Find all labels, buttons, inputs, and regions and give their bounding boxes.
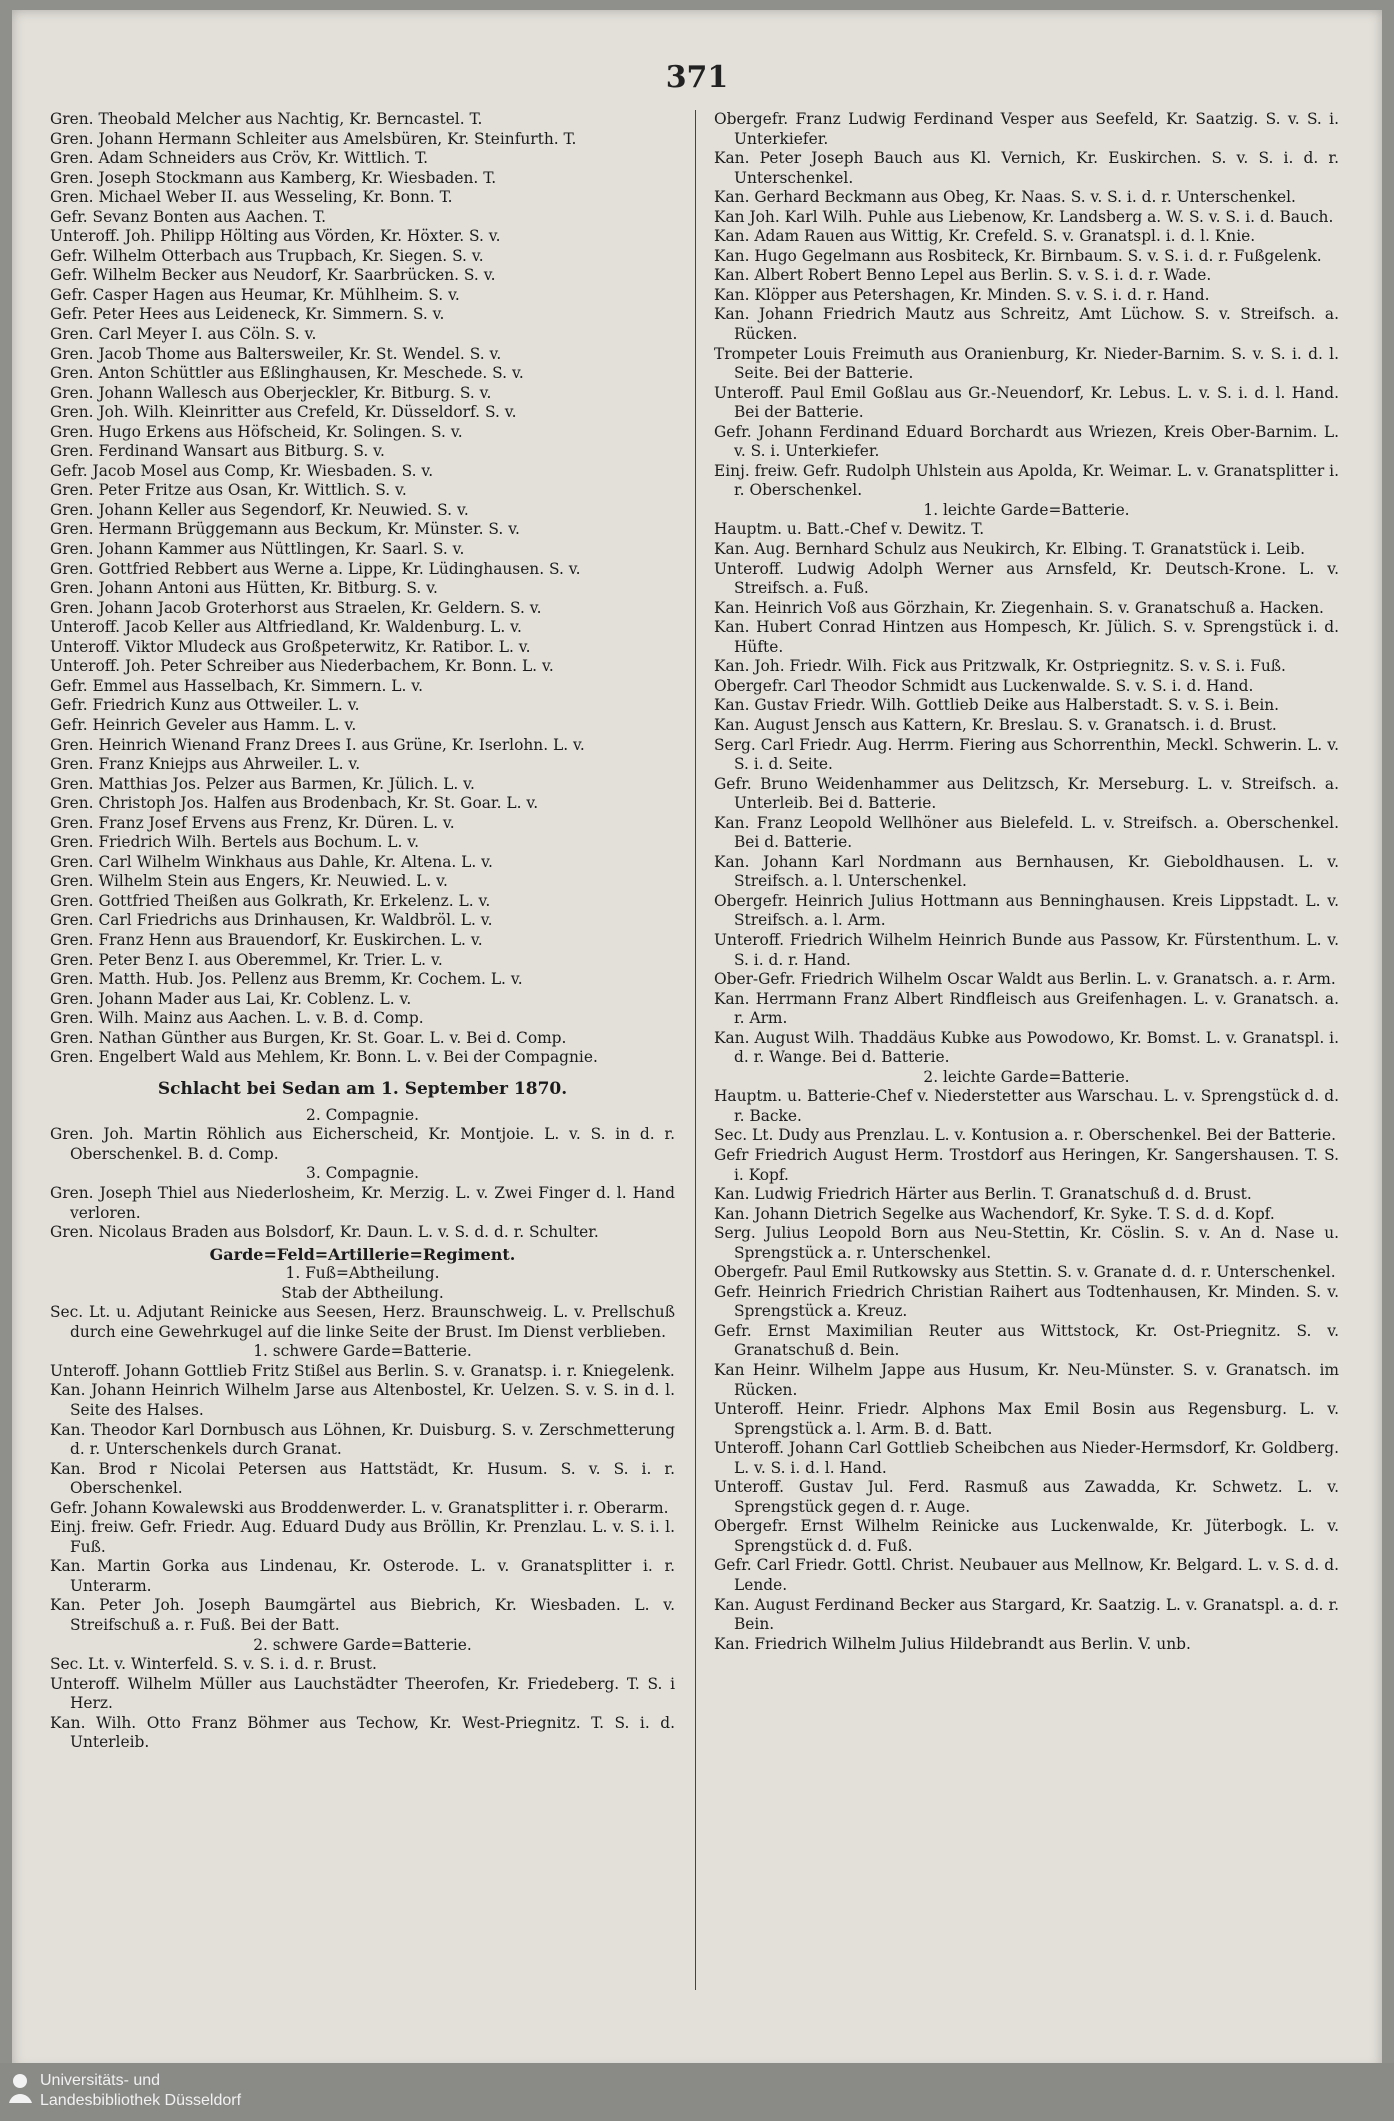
list-item: Kan. Wilh. Otto Franz Böhmer aus Techow, Kr. West-Priegnitz. T. S. i. d. Unterleib. (50, 1713, 675, 1752)
list-item: Kan Heinr. Wilhelm Jappe aus Husum, Kr. Neu-Münster. S. v. Granatsch. im Rücken. (714, 1361, 1339, 1399)
list-item: Kan. Theodor Karl Dornbusch aus Löhnen, Kr. Duisburg. S. v. Zerschmetterung d. r. Unterschenkels durch Granat. (50, 1420, 675, 1459)
list-item: Unteroff. Jacob Keller aus Altfriedland, Kr. Waldenburg. L. v. (50, 618, 522, 637)
list-item: Hauptm. u. Batt.-Chef v. Dewitz. T. (714, 520, 985, 539)
list-item: Gefr. Sevanz Bonten aus Aachen. T. (50, 207, 326, 226)
list-item: Gren. Franz Kniejps aus Ahrweiler. L. v. (50, 755, 361, 774)
list-item: Gren. Johann Wallesch aus Oberjeckler, Kr. Bitburg. S. v. (50, 383, 492, 402)
list-item: Kan. Klöpper aus Petershagen, Kr. Minden. S. v. S. i. d. r. Hand. (714, 285, 1210, 304)
list-item: Gren. Anton Schüttler aus Eßlinghausen, Kr. Meschede. S. v. (50, 364, 524, 383)
list-item: Ober-Gefr. Friedrich Wilhelm Oscar Waldt aus Berlin. L. v. Granatsch. a. r. Arm. (714, 970, 1336, 989)
list-item: Obergefr. Carl Theodor Schmidt aus Luckenwalde. S. v. S. i. d. Hand. (714, 676, 1254, 695)
list-item: Gren. Jacob Thome aus Baltersweiler, Kr. St. Wendel. S. v. (50, 344, 502, 363)
list-item: Hauptm. u. Batterie-Chef v. Niederstetter aus Warschau. L. v. Sprengstück d. d. r. Backe. (714, 1087, 1339, 1125)
list-item: Unteroff. Friedrich Wilhelm Heinrich Bunde aus Passow, Kr. Fürstenthum. L. v. S. i. d. r. Hand. (714, 930, 1339, 969)
list-item: Serg. Carl Friedr. Aug. Herrm. Fiering aus Schorrenthin, Meckl. Schwerin. L. v. S. i. d. Seite. (714, 735, 1339, 774)
list-item: Trompeter Louis Freimuth aus Oranienburg, Kr. Nieder-Barnim. S. v. S. i. d. l. Seite. Bei der Batterie. (714, 344, 1339, 383)
list-item: Kan. Peter Joseph Bauch aus Kl. Vernich, Kr. Euskirchen. S. v. S. i. d. r. Unterschenkel. (714, 149, 1339, 187)
list-item: Gren. Hugo Erkens aus Höfscheid, Kr. Solingen. S. v. (50, 422, 463, 441)
list-item: Kan. Hugo Gegelmann aus Rosbiteck, Kr. Birnbaum. S. v. S. i. d. r. Fußgelenk. (714, 246, 1322, 265)
list-item: Gren. Carl Friedrichs aus Drinhausen, Kr. Waldbröl. L. v. (50, 911, 493, 930)
list-item: Gefr. Peter Hees aus Leideneck, Kr. Simmern. S. v. (50, 305, 445, 324)
list-item: Gren. Johann Antoni aus Hütten, Kr. Bitburg. S. v. (50, 579, 438, 598)
list-item: Gefr. Emmel aus Hasselbach, Kr. Simmern. L. v. (50, 676, 424, 695)
list-item: Gren. Johann Kammer aus Nüttlingen, Kr. Saarl. S. v. (50, 540, 465, 559)
list-item: Gefr. Casper Hagen aus Heumar, Kr. Mühlheim. S. v. (50, 285, 460, 304)
list-item: Kan. Adam Rauen aus Wittig, Kr. Crefeld. S. v. Granatspl. i. d. l. Knie. (714, 227, 1256, 246)
list-item: Gefr. Jacob Mosel aus Comp, Kr. Wiesbaden. S. v. (50, 461, 434, 480)
list-item: Gefr. Ernst Maximilian Reuter aus Wittstock, Kr. Ost-Priegnitz. S. v. Granatschuß d. Bein. (714, 1321, 1339, 1360)
list-item: Gefr. Heinrich Friedrich Christian Raihert aus Todtenhausen, Kr. Minden. S. v. Sprengstück a. Kreuz. (714, 1282, 1339, 1321)
section-heading: 1. leichte Garde=Batterie. (923, 500, 1130, 519)
list-item: Unteroff. Paul Emil Goßlau aus Gr.-Neuendorf, Kr. Lebus. L. v. S. i. d. l. Hand. Bei der Batterie. (714, 383, 1339, 422)
list-item: Gren. Peter Fritze aus Osan, Kr. Wittlich. S. v. (50, 481, 407, 500)
list-item: Gren. Hermann Brüggemann aus Beckum, Kr. Münster. S. v. (50, 520, 520, 539)
list-item: Gefr. Bruno Weidenhammer aus Delitzsch, Kr. Merseburg. L. v. Streifsch. a. Unterleib. Bei d. Batterie. (714, 774, 1339, 813)
list-item: Kan. August Wilh. Thaddäus Kubke aus Powodowo, Kr. Bomst. L. v. Granatspl. i. d. r. Wange. Bei d. Batterie. (714, 1028, 1339, 1067)
list-item: Gren. Franz Josef Ervens aus Frenz, Kr. Düren. L. v. (50, 813, 455, 832)
list-item: Kan. Gerhard Beckmann aus Obeg, Kr. Naas. S. v. S. i. d. r. Unterschenkel. (714, 188, 1296, 207)
list-item: Unteroff. Wilhelm Müller aus Lauchstädter Theerofen, Kr. Friedeberg. T. S. i Herz. (50, 1674, 675, 1713)
list-item: Gren. Heinrich Wienand Franz Drees I. aus Grüne, Kr. Iserlohn. L. v. (50, 735, 585, 754)
page-number: 371 (665, 60, 729, 95)
list-item: Kan. Joh. Friedr. Wilh. Fick aus Pritzwalk, Kr. Ostpriegnitz. S. v. S. i. Fuß. (714, 657, 1286, 676)
list-item: Unteroff. Joh. Philipp Hölting aus Vörden, Kr. Höxter. S. v. (50, 227, 501, 246)
list-item: Gren. Matthias Jos. Pelzer aus Barmen, Kr. Jülich. L. v. (50, 774, 475, 793)
list-item: Gren. Joseph Thiel aus Niederlosheim, Kr. Merzig. L. v. Zwei Finger d. l. Hand verloren. (50, 1183, 675, 1222)
list-item: Gren. Joh. Martin Röhlich aus Eicherscheid, Kr. Montjoie. L. v. S. in d. r. Oberschenkel. B. d. Comp. (50, 1125, 675, 1163)
list-item: Serg. Julius Leopold Born aus Neu-Stettin, Kr. Cöslin. S. v. An d. Nase u. Sprengstück a. r. Unterschenkel. (714, 1224, 1339, 1262)
list-item: Gren. Joh. Wilh. Kleinritter aus Crefeld, Kr. Düsseldorf. S. v. (50, 403, 517, 422)
section-heading: Schlacht bei Sedan am 1. September 1870. (157, 1078, 568, 1099)
list-item: Gefr. Johann Kowalewski aus Broddenwerder. L. v. Granatsplitter i. r. Oberarm. (50, 1498, 669, 1517)
list-item: Gren. Wilh. Mainz aus Aachen. L. v. B. d. Comp. (50, 1009, 424, 1028)
list-item: Gren. Michael Weber II. aus Wesseling, Kr. Bonn. T. (50, 188, 453, 207)
section-heading: Garde=Feld=Artillerie=Regiment. (209, 1244, 516, 1264)
list-item: Gefr. Friedrich Kunz aus Ottweiler. L. v. (50, 696, 360, 715)
list-item: Kan. Brod r Nicolai Petersen aus Hattstädt, Kr. Husum. S. v. S. i. r. Oberschenkel. (50, 1459, 675, 1498)
list-item: Gren. Adam Schneiders aus Cröv, Kr. Wittlich. T. (50, 149, 428, 168)
list-item: Gefr. Johann Ferdinand Eduard Borchardt aus Wriezen, Kreis Ober-Barnim. L. v. S. i. Unterkiefer. (714, 422, 1339, 461)
section-heading: Stab der Abtheilung. (281, 1283, 444, 1302)
library-name-line1: Universitäts- und (40, 2072, 161, 2089)
list-item: Gren. Matth. Hub. Jos. Pellenz aus Bremm, Kr. Cochem. L. v. (50, 970, 523, 989)
list-item: Gren. Franz Henn aus Brauendorf, Kr. Euskirchen. L. v. (50, 930, 483, 949)
section-heading: 2. leichte Garde=Batterie. (923, 1067, 1130, 1086)
list-item: Kan. Albert Robert Benno Lepel aus Berlin. S. v. S. i. d. r. Wade. (714, 266, 1212, 285)
list-item: Kan. Johann Heinrich Wilhelm Jarse aus Altenbostel, Kr. Uelzen. S. v. S. in d. l. Seite des Halses. (50, 1381, 675, 1419)
list-item: Gren. Gottfried Theißen aus Golkrath, Kr. Erkelenz. L. v. (50, 891, 491, 910)
list-item: Gren. Gottfried Rebbert aus Werne a. Lippe, Kr. Lüdinghausen. S. v. (50, 559, 581, 578)
list-item: Gren. Christoph Jos. Halfen aus Brodenbach, Kr. St. Goar. L. v. (50, 794, 539, 813)
column-divider (695, 110, 696, 1990)
document-page (12, 10, 1382, 2070)
list-item: Gren. Peter Benz I. aus Oberemmel, Kr. Trier. L. v. (50, 950, 443, 969)
list-item: Unteroff. Gustav Jul. Ferd. Rasmuß aus Zawadda, Kr. Schwetz. L. v. Sprengstück gegen d. r. Auge. (714, 1478, 1339, 1516)
list-item: Kan. Martin Gorka aus Lindenau, Kr. Osterode. L. v. Granatsplitter i. r. Unterarm. (50, 1557, 675, 1595)
list-item: Gefr. Heinrich Geveler aus Hamm. L. v. (50, 715, 357, 734)
list-item: Kan. Herrmann Franz Albert Rindfleisch aus Greifenhagen. L. v. Granatsch. a. r. Arm. (714, 989, 1339, 1028)
list-item: Kan. Heinrich Voß aus Görzhain, Kr. Ziegenhain. S. v. Granatschuß a. Hacken. (714, 598, 1324, 617)
list-item: Kan. Franz Leopold Wellhöner aus Bielefeld. L. v. Streifsch. a. Oberschenkel. Bei d. Batterie. (714, 813, 1339, 852)
ulb-logo-icon (6, 2071, 36, 2105)
list-item: Gren. Johann Hermann Schleiter aus Amelsbüren, Kr. Steinfurth. T. (50, 129, 577, 148)
list-item: Kan. Johann Karl Nordmann aus Bernhausen, Kr. Gieboldhausen. L. v. Streifsch. a. l. Unterschenkel. (714, 852, 1339, 891)
list-item: Einj. freiw. Gefr. Rudolph Uhlstein aus Apolda, Kr. Weimar. L. v. Granatsplitter i. r. Oberschenkel. (714, 461, 1339, 500)
list-item: Unteroff. Viktor Mludeck aus Großpeterwitz, Kr. Ratibor. L. v. (50, 637, 531, 656)
list-item: Gren. Carl Meyer I. aus Cöln. S. v. (50, 325, 317, 344)
list-item: Gren. Carl Wilhelm Winkhaus aus Dahle, Kr. Altena. L. v. (50, 852, 493, 871)
list-item: Kan. Johann Dietrich Segelke aus Wachendorf, Kr. Syke. T. S. d. d. Kopf. (714, 1204, 1275, 1223)
section-heading: 3. Compagnie. (306, 1164, 419, 1183)
list-item: Gren. Nathan Günther aus Burgen, Kr. St. Goar. L. v. Bei d. Comp. (50, 1028, 567, 1047)
list-item: Gren. Johann Mader aus Lai, Kr. Coblenz. L. v. (50, 989, 412, 1008)
list-item: Einj. freiw. Gefr. Friedr. Aug. Eduard Dudy aus Bröllin, Kr. Prenzlau. L. v. S. i. l. Fuß. (50, 1518, 675, 1556)
list-item: Kan. August Jensch aus Kattern, Kr. Breslau. S. v. Granatsch. i. d. Brust. (714, 715, 1277, 734)
library-name-line2: Landesbibliothek Düsseldorf (40, 2092, 242, 2109)
list-item: Sec. Lt. v. Winterfeld. S. v. S. i. d. r. Brust. (50, 1655, 377, 1674)
list-item: Kan Joh. Karl Wilh. Puhle aus Liebenow, Kr. Landsberg a. W. S. v. S. i. d. Bauch. (714, 207, 1334, 226)
section-heading: 1. schwere Garde=Batterie. (253, 1342, 472, 1361)
list-item: Gren. Nicolaus Braden aus Bolsdorf, Kr. Daun. L. v. S. d. d. r. Schulter. (50, 1223, 599, 1242)
library-footer (0, 2063, 1394, 2121)
list-item: Obergefr. Franz Ludwig Ferdinand Vesper aus Seefeld, Kr. Saatzig. S. v. S. i. Unterkiefer. (714, 110, 1339, 148)
list-item: Unteroff. Joh. Peter Schreiber aus Niederbachem, Kr. Bonn. L. v. (50, 657, 554, 676)
list-item: Obergefr. Paul Emil Rutkowsky aus Stettin. S. v. Granate d. d. r. Unterschenkel. (714, 1263, 1336, 1282)
list-item: Kan. August Ferdinand Becker aus Stargard, Kr. Saatzig. L. v. Granatspl. a. d. r. Bein. (714, 1595, 1339, 1634)
list-item: Unteroff. Heinr. Friedr. Alphons Max Emil Bosin aus Regensburg. L. v. Sprengstück a. l. Arm. B. d. Batt. (714, 1400, 1339, 1438)
list-item: Obergefr. Heinrich Julius Hottmann aus Benninghausen. Kreis Lippstadt. L. v. Streifsch. a. l. Arm. (714, 891, 1339, 930)
list-item: Gefr. Carl Friedr. Gottl. Christ. Neubauer aus Mellnow, Kr. Belgard. L. v. S. d. d. Lende. (714, 1556, 1339, 1595)
list-item: Unteroff. Johann Gottlieb Fritz Stißel aus Berlin. S. v. Granatsp. i. r. Kniegelenk. (50, 1361, 675, 1380)
section-heading: 2. schwere Garde=Batterie. (253, 1635, 472, 1654)
list-item: Sec. Lt. u. Adjutant Reinicke aus Seesen, Herz. Braunschweig. L. v. Prellschuß durch eine Gewehrkugel auf die linke Seite der Brust. Im Dienst verblieben. (50, 1303, 675, 1341)
list-item: Gren. Theobald Melcher aus Nachtig, Kr. Berncastel. T. (50, 110, 483, 128)
list-item: Sec. Lt. Dudy aus Prenzlau. L. v. Kontusion a. r. Oberschenkel. Bei der Batterie. (714, 1126, 1336, 1145)
list-item: Gefr Friedrich August Herm. Trostdorf aus Heringen, Kr. Sangershausen. T. S. i. Kopf. (714, 1145, 1339, 1184)
right-column (714, 110, 1339, 1654)
list-item: Gren. Johann Jacob Groterhorst aus Straelen, Kr. Geldern. S. v. (50, 598, 542, 617)
list-item: Kan. Ludwig Friedrich Härter aus Berlin. T. Granatschuß d. d. Brust. (714, 1185, 1252, 1204)
list-item: Gren. Ferdinand Wansart aus Bitburg. S. v. (50, 442, 385, 461)
list-item: Gren. Engelbert Wald aus Mehlem, Kr. Bonn. L. v. Bei der Compagnie. (50, 1048, 598, 1067)
library-name (40, 2071, 241, 2111)
list-item: Gren. Johann Keller aus Segendorf, Kr. Neuwied. S. v. (50, 500, 469, 519)
list-item: Gren. Friedrich Wilh. Bertels aus Bochum. L. v. (50, 833, 419, 852)
section-heading: 2. Compagnie. (306, 1105, 419, 1124)
list-item: Kan. Johann Friedrich Mautz aus Schreitz, Amt Lüchow. S. v. Streifsch. a. Rücken. (714, 305, 1339, 344)
section-heading: 1. Fuß=Abtheilung. (285, 1264, 440, 1283)
list-item: Kan. Gustav Friedr. Wilh. Gottlieb Deike aus Halberstadt. S. v. S. i. Bein. (714, 696, 1280, 715)
list-item: Unteroff. Johann Carl Gottlieb Scheibchen aus Nieder-Hermsdorf, Kr. Goldberg. L. v. S. i. d. l. Hand. (714, 1439, 1339, 1477)
list-item: Gren. Wilhelm Stein aus Engers, Kr. Neuwied. L. v. (50, 872, 448, 891)
list-item: Unteroff. Ludwig Adolph Werner aus Arnsfeld, Kr. Deutsch-Krone. L. v. Streifsch. a. Fuß. (714, 559, 1339, 598)
left-column (50, 110, 675, 1753)
list-item: Obergefr. Ernst Wilhelm Reinicke aus Luckenwalde, Kr. Jüterbogk. L. v. Sprengstück d. d. Fuß. (714, 1517, 1339, 1555)
list-item: Kan. Friedrich Wilhelm Julius Hildebrandt aus Berlin. V. unb. (714, 1634, 1191, 1653)
list-item: Gefr. Wilhelm Becker aus Neudorf, Kr. Saarbrücken. S. v. (50, 266, 496, 285)
list-item: Gren. Joseph Stockmann aus Kamberg, Kr. Wiesbaden. T. (50, 168, 497, 187)
list-item: Gefr. Wilhelm Otterbach aus Trupbach, Kr. Siegen. S. v. (50, 246, 484, 265)
list-item: Kan. Hubert Conrad Hintzen aus Hompesch, Kr. Jülich. S. v. Sprengstück i. d. Hüfte. (714, 618, 1339, 656)
list-item: Kan. Aug. Bernhard Schulz aus Neukirch, Kr. Elbing. T. Granatstück i. Leib. (714, 540, 1305, 559)
list-item: Kan. Peter Joh. Joseph Baumgärtel aus Biebrich, Kr. Wiesbaden. L. v. Streifschuß a. r. Fuß. Bei der Batt. (50, 1596, 675, 1635)
